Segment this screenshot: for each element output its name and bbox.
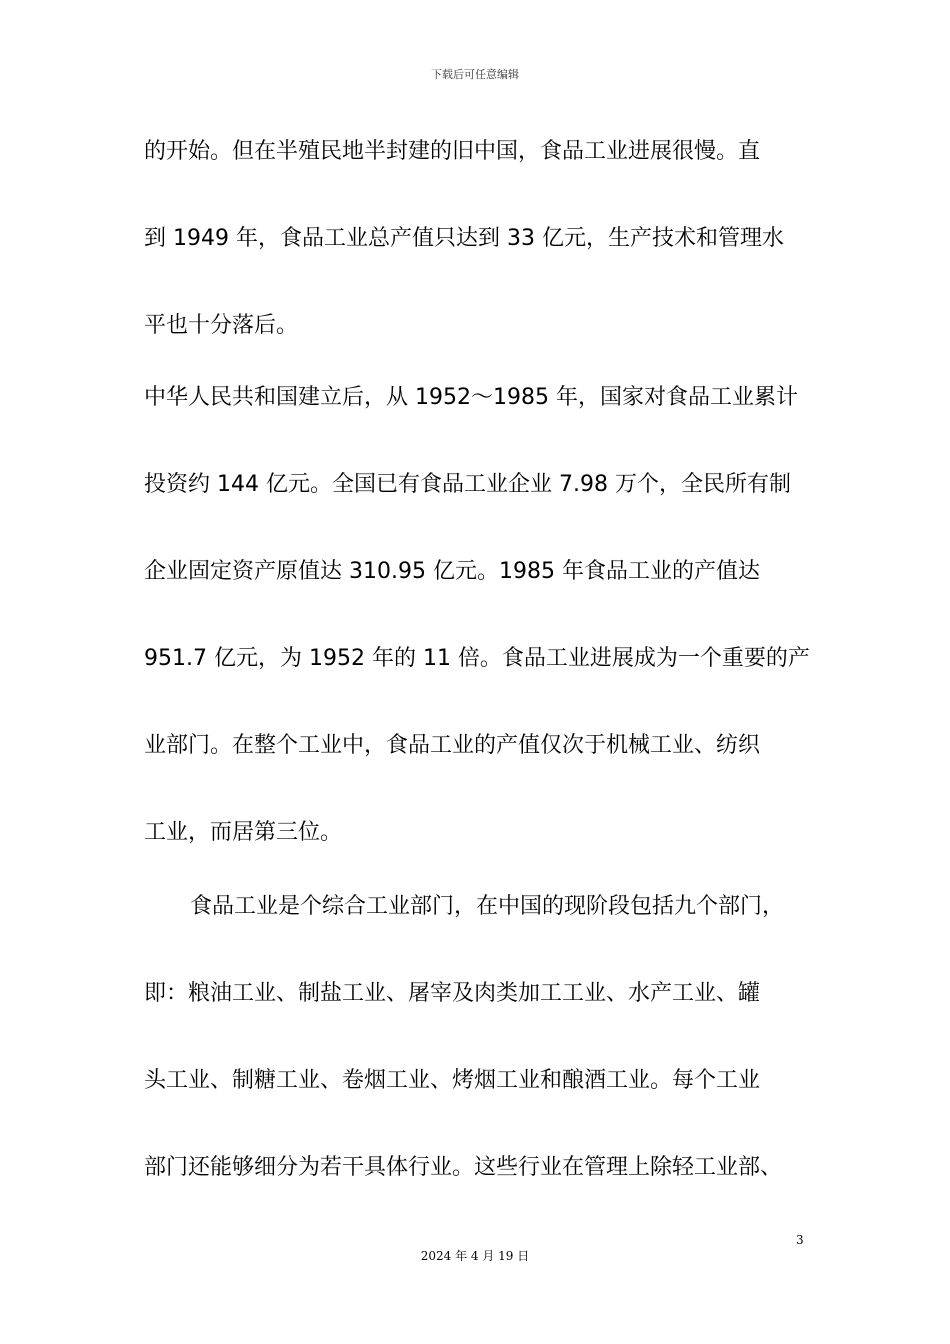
page-number: 3	[796, 1233, 804, 1247]
text-line: 工业，而居第三位。	[144, 820, 343, 845]
footer-date: 2024 年 4 月 19 日	[420, 1249, 530, 1263]
text-line: 投资约 144 亿元。全国已有食品工业企业 7.98 万个，全民所有制	[144, 472, 791, 497]
text-line: 业部门。在整个工业中，食品工业的产值仅次于机械工业、纺织	[144, 733, 761, 758]
page-header: 下载后可任意编辑	[431, 68, 519, 81]
text-line: 中华人民共和国建立后，从 1952～1985 年，国家对食品工业累计	[144, 385, 798, 410]
text-line: 951.7 亿元，为 1952 年的 11 倍。食品工业进展成为一个重要的产	[144, 646, 810, 671]
text-line: 的开始。但在半殖民地半封建的旧中国，食品工业进展很慢。直	[144, 139, 761, 164]
text-line: 即：粮油工业、制盐工业、屠宰及肉类加工工业、水产工业、罐	[144, 981, 761, 1006]
text-line: 部门还能够细分为若干具体行业。这些行业在管理上除轻工业部、	[144, 1155, 783, 1180]
text-line: 平也十分落后。	[144, 313, 299, 338]
text-line: 到 1949 年，食品工业总产值只达到 33 亿元，生产技术和管理水	[144, 226, 784, 251]
text-line-indented: 食品工业是个综合工业部门，在中国的现阶段包括九个部门，	[190, 894, 785, 919]
text-line: 企业固定资产原值达 310.95 亿元。1985 年食品工业的产值达	[144, 559, 760, 584]
text-line: 头工业、制糖工业、卷烟工业、烤烟工业和酿酒工业。每个工业	[144, 1068, 761, 1093]
